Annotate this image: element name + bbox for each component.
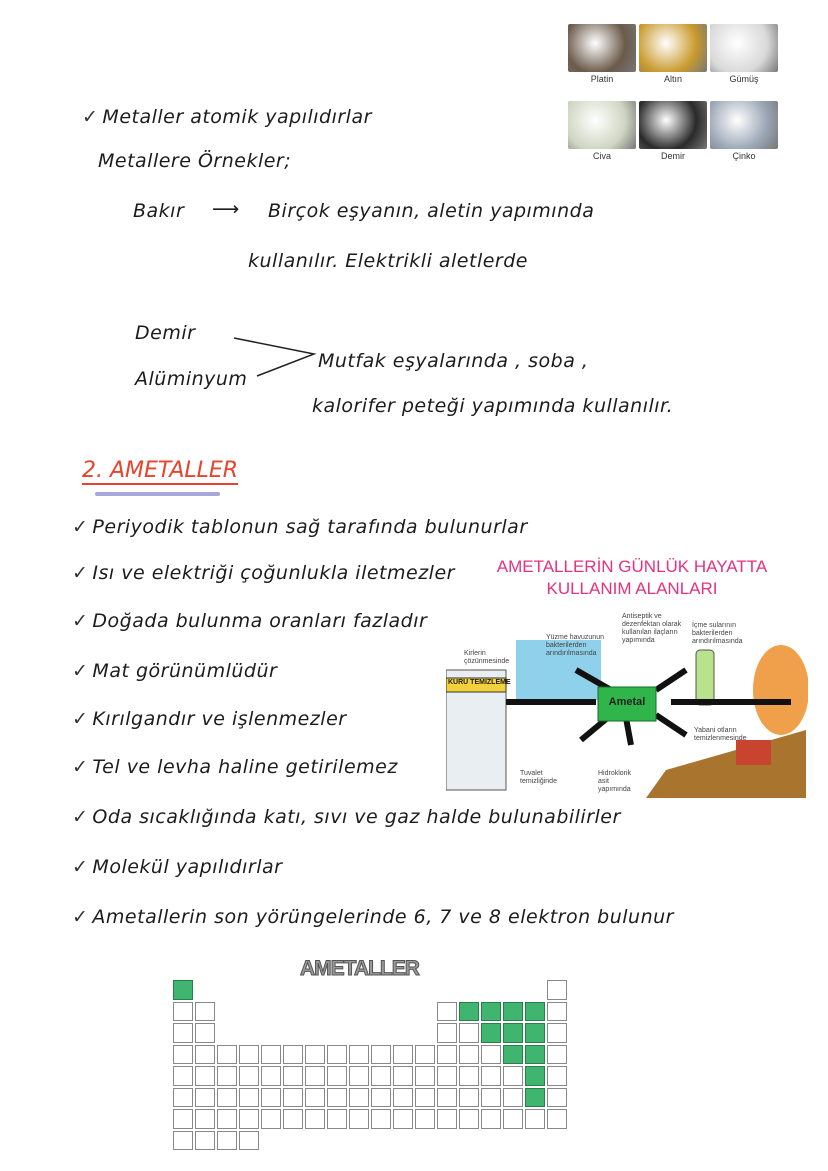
metal-image-label: Platin bbox=[590, 74, 614, 84]
element-cell bbox=[481, 1045, 501, 1065]
element-cell bbox=[371, 1109, 391, 1129]
element-cell bbox=[437, 1023, 457, 1043]
element-cell bbox=[305, 1109, 325, 1129]
element-cell bbox=[481, 1066, 501, 1086]
title-underline bbox=[95, 492, 220, 496]
element-cell bbox=[503, 1109, 523, 1129]
bakir-text-2: kullanılır. Elektrikli aletlerde bbox=[248, 250, 528, 272]
property-text: Mat görünümlüdür bbox=[92, 660, 278, 682]
element-cell bbox=[437, 1109, 457, 1129]
element-cell bbox=[261, 1045, 281, 1065]
element-cell bbox=[195, 1045, 215, 1065]
element-cell bbox=[393, 1088, 413, 1108]
metal-image bbox=[568, 101, 636, 149]
kuru-temizleme-sign: KURU TEMİZLEME bbox=[448, 679, 511, 686]
metal-image-label: Altın bbox=[663, 74, 682, 84]
element-cell bbox=[393, 1066, 413, 1086]
check-icon: ✓ bbox=[72, 516, 89, 538]
element-cell bbox=[547, 1023, 567, 1043]
element-cell bbox=[239, 1045, 259, 1065]
arrow-icon: ⟶ bbox=[212, 198, 240, 220]
metal-image bbox=[568, 24, 636, 72]
metal-examples-heading: Metallere Örnekler; bbox=[98, 150, 292, 172]
element-cell bbox=[283, 1045, 303, 1065]
element-cell bbox=[547, 1109, 567, 1129]
element-cell bbox=[239, 1088, 259, 1108]
check-icon: ✓ bbox=[82, 106, 99, 128]
check-icon: ✓ bbox=[72, 856, 89, 878]
element-cell bbox=[261, 1088, 281, 1108]
metal-image bbox=[710, 24, 778, 72]
element-cell bbox=[393, 1045, 413, 1065]
property-item bbox=[72, 856, 282, 878]
metal-image-label: Gümüş bbox=[729, 74, 759, 84]
label-kir: Kirlerin çözünmesinde bbox=[464, 650, 510, 665]
element-cell bbox=[547, 980, 567, 1000]
element-cell bbox=[349, 1066, 369, 1086]
element-cell bbox=[283, 1088, 303, 1108]
element-cell bbox=[327, 1045, 347, 1065]
bracket-lines bbox=[232, 332, 322, 382]
aluminyum-label: Alüminyum bbox=[135, 368, 248, 390]
nonmetal-cell bbox=[173, 980, 193, 1000]
property-text: Periyodik tablonun sağ tarafında bulunurlar bbox=[92, 516, 528, 538]
poster-title bbox=[446, 556, 818, 600]
element-cell bbox=[173, 1131, 193, 1151]
metal-image bbox=[639, 24, 707, 72]
nonmetal-cell bbox=[503, 1045, 523, 1065]
element-cell bbox=[349, 1045, 369, 1065]
nonmetal-cell bbox=[481, 1023, 501, 1043]
element-cell bbox=[217, 1066, 237, 1086]
element-cell bbox=[459, 1023, 479, 1043]
property-item bbox=[72, 516, 528, 538]
element-cell bbox=[415, 1045, 435, 1065]
check-icon: ✓ bbox=[72, 756, 89, 778]
check-icon: ✓ bbox=[72, 660, 89, 682]
element-cell bbox=[459, 1109, 479, 1129]
poster-title-line2: KULLANIM ALANLARI bbox=[546, 579, 718, 598]
property-item bbox=[72, 806, 621, 828]
property-text: Kırılgandır ve işlenmezler bbox=[92, 708, 347, 730]
element-cell bbox=[349, 1088, 369, 1108]
property-item bbox=[72, 562, 455, 584]
element-cell bbox=[173, 1066, 193, 1086]
property-text: Ametallerin son yörüngelerinde 6, 7 ve 8 elektron bulunur bbox=[92, 906, 674, 928]
property-text: Oda sıcaklığında katı, sıvı ve gaz halde bulunabilirler bbox=[92, 806, 621, 828]
element-cell bbox=[195, 1131, 215, 1151]
element-cell bbox=[217, 1131, 237, 1151]
element-cell bbox=[217, 1109, 237, 1129]
element-cell bbox=[547, 1002, 567, 1022]
element-cell bbox=[503, 1066, 523, 1086]
property-item bbox=[72, 610, 427, 632]
element-cell bbox=[173, 1109, 193, 1129]
check-icon: ✓ bbox=[72, 610, 89, 632]
dal-text-2: kalorifer peteği yapımında kullanılır. bbox=[312, 395, 674, 417]
demir-label: Demir bbox=[135, 322, 196, 344]
element-cell bbox=[195, 1088, 215, 1108]
nonmetal-cell bbox=[503, 1023, 523, 1043]
bakir-label: Bakır bbox=[133, 200, 185, 222]
dal-text-1: Mutfak eşyalarında , soba , bbox=[318, 350, 589, 372]
element-cell bbox=[327, 1066, 347, 1086]
nonmetal-cell bbox=[525, 1088, 545, 1108]
element-cell bbox=[371, 1045, 391, 1065]
element-cell bbox=[525, 1109, 545, 1129]
element-cell bbox=[327, 1088, 347, 1108]
element-cell bbox=[415, 1066, 435, 1086]
element-cell bbox=[305, 1045, 325, 1065]
nonmetal-cell bbox=[525, 1002, 545, 1022]
property-item bbox=[72, 708, 347, 730]
element-cell bbox=[239, 1131, 259, 1151]
element-cell bbox=[173, 1088, 193, 1108]
property-text: Isı ve elektriği çoğunlukla iletmezler bbox=[92, 562, 455, 584]
label-antiseptik: Antiseptik ve dezenfektan olarak kullanılan ilaçların yapımında bbox=[622, 613, 682, 644]
element-cell bbox=[503, 1088, 523, 1108]
check-icon: ✓ bbox=[72, 906, 89, 928]
nonmetal-cell bbox=[459, 1002, 479, 1022]
property-text: Molekül yapılıdırlar bbox=[92, 856, 283, 878]
element-cell bbox=[547, 1066, 567, 1086]
metal-image-label: Çinko bbox=[732, 151, 756, 161]
element-cell bbox=[217, 1045, 237, 1065]
element-cell bbox=[459, 1088, 479, 1108]
element-cell bbox=[481, 1088, 501, 1108]
element-cell bbox=[547, 1088, 567, 1108]
element-cell bbox=[459, 1045, 479, 1065]
label-tuvalet: Tuvalet temizliğinde bbox=[520, 770, 557, 785]
label-hidroklorik: Hidroklorik asit yapımında bbox=[598, 770, 632, 793]
metal-image-label: Demir bbox=[661, 151, 685, 161]
element-cell bbox=[437, 1002, 457, 1022]
property-item bbox=[72, 906, 674, 928]
element-cell bbox=[173, 1002, 193, 1022]
element-cell bbox=[195, 1109, 215, 1129]
element-cell bbox=[437, 1066, 457, 1086]
property-item bbox=[72, 756, 398, 778]
metal-image bbox=[710, 101, 778, 149]
check-icon: ✓ bbox=[72, 562, 89, 584]
label-yabani: Yabani otların temizlenmesinde bbox=[694, 727, 747, 742]
element-cell bbox=[437, 1088, 457, 1108]
element-cell bbox=[305, 1066, 325, 1086]
ametal-center-label: Ametal bbox=[608, 696, 646, 708]
nonmetal-cell bbox=[525, 1066, 545, 1086]
element-cell bbox=[173, 1045, 193, 1065]
periodic-table-title: AMETALLER bbox=[300, 957, 419, 980]
metal-image-label: Civa bbox=[592, 151, 611, 161]
property-text: Doğada bulunma oranları fazladır bbox=[92, 610, 428, 632]
element-cell bbox=[217, 1088, 237, 1108]
element-cell bbox=[547, 1045, 567, 1065]
element-cell bbox=[481, 1109, 501, 1129]
element-cell bbox=[283, 1066, 303, 1086]
property-text: Tel ve levha haline getirilemez bbox=[92, 756, 398, 778]
element-cell bbox=[239, 1109, 259, 1129]
element-cell bbox=[459, 1066, 479, 1086]
ametal-uses-illustration bbox=[446, 610, 808, 798]
nonmetal-cell bbox=[525, 1023, 545, 1043]
element-cell bbox=[195, 1066, 215, 1086]
element-cell bbox=[327, 1109, 347, 1129]
element-cell bbox=[261, 1109, 281, 1129]
element-cell bbox=[437, 1045, 457, 1065]
element-cell bbox=[371, 1088, 391, 1108]
element-cell bbox=[349, 1109, 369, 1129]
label-havuz: Yüzme havuzunun bakterilerden arındırılmasında bbox=[546, 634, 604, 657]
label-icme: İçme sularının bakterilerden arındırılmasında bbox=[692, 622, 743, 645]
element-cell bbox=[195, 1023, 215, 1043]
element-cell bbox=[415, 1109, 435, 1129]
section-title-ametaller: 2. AMETALLER bbox=[82, 458, 239, 483]
element-cell bbox=[261, 1066, 281, 1086]
element-cell bbox=[283, 1109, 303, 1129]
nonmetal-cell bbox=[503, 1002, 523, 1022]
element-cell bbox=[195, 1002, 215, 1022]
property-item bbox=[72, 660, 277, 682]
metal-image bbox=[639, 101, 707, 149]
element-cell bbox=[393, 1109, 413, 1129]
check-icon: ✓ bbox=[72, 806, 89, 828]
element-cell bbox=[239, 1066, 259, 1086]
element-cell bbox=[173, 1023, 193, 1043]
nonmetal-cell bbox=[525, 1045, 545, 1065]
element-cell bbox=[415, 1088, 435, 1108]
check-icon: ✓ bbox=[72, 708, 89, 730]
metals-atomic-line bbox=[82, 106, 372, 128]
bakir-text-1: Birçok eşyanın, aletin yapımında bbox=[268, 200, 595, 222]
element-cell bbox=[371, 1066, 391, 1086]
element-cell bbox=[305, 1088, 325, 1108]
text: Metaller atomik yapılıdırlar bbox=[102, 106, 372, 128]
nonmetal-cell bbox=[481, 1002, 501, 1022]
poster-title-line1: AMETALLERİN GÜNLÜK HAYATTA bbox=[496, 557, 768, 576]
